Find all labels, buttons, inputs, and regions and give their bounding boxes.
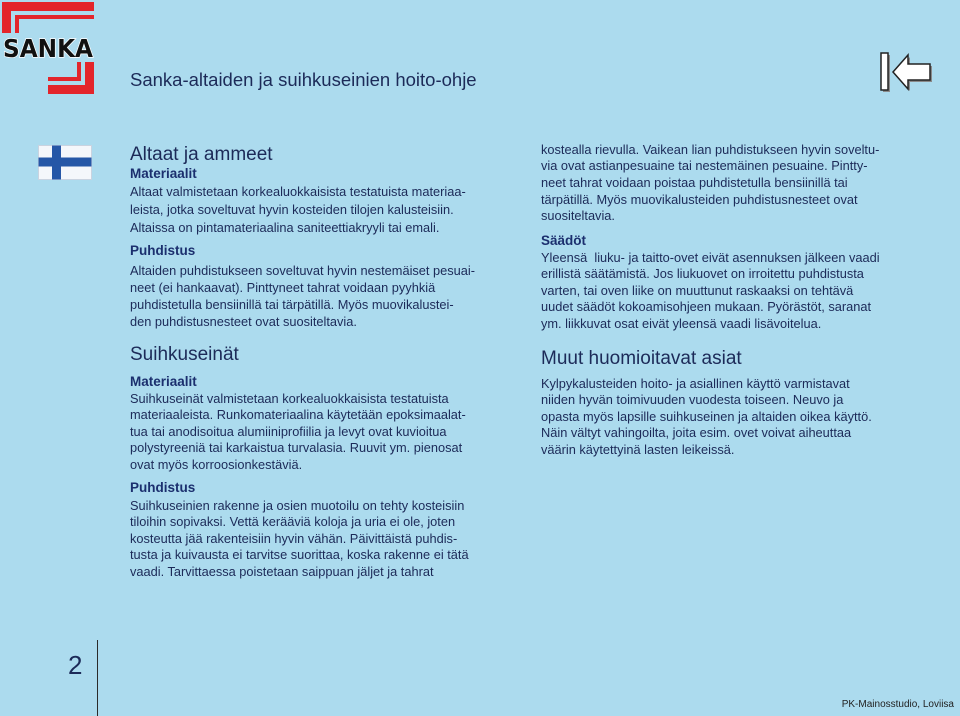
text-line: varten, tai oven liike on muuttunut raskaaksi on tehtävä bbox=[541, 282, 854, 298]
subheading-cleaning: Puhdistus bbox=[130, 479, 196, 495]
text-line: vaadi. Tarvittaessa poistetaan saippuan jäljet ja tahrat bbox=[130, 563, 434, 579]
text-line: tärpätillä. Myös muovikalusteiden puhdistusnesteet ovat bbox=[541, 191, 858, 207]
text-line: kosteutta jää rakenteisiin hyvin vähän. Päivittäistä puhdis- bbox=[130, 530, 458, 546]
text-line: Suihkuseinät valmistetaan korkealuokkaisista testatuista bbox=[130, 390, 449, 406]
paragraph-suihkuseinat-materials bbox=[130, 391, 466, 474]
footer-divider bbox=[97, 640, 98, 716]
text-line: via ovat astianpesuaine tai nestemäinen pesuaine. Pintty- bbox=[541, 158, 868, 174]
text-line: ovat myös korroosionkestäviä. bbox=[130, 456, 303, 472]
text-line: Näin vältyt vahingoilta, joita esim. ovet voivat aiheuttaa bbox=[541, 425, 852, 441]
paragraph-suihkuseinat-cleaning-continued bbox=[541, 142, 879, 226]
text-line: leista, jotka soveltuvat hyvin kosteiden tilojen kalusteisiin. bbox=[130, 202, 454, 217]
text-line: tua tai anodisoitua alumiiniprofiilia ja levyt ovat kuvioitua bbox=[130, 423, 447, 439]
text-line: ym. liikkuvat osat eivät yleensä vaadi lisävoitelua. bbox=[541, 315, 822, 331]
subheading-cleaning: Puhdistus bbox=[130, 242, 196, 258]
text-line: Altaissa on pintamateriaalina saniteettiakryyli tai emali. bbox=[130, 220, 440, 235]
text-line: Yleensä liuku- ja taitto-ovet eivät asennuksen jälkeen vaadi bbox=[541, 249, 880, 265]
text-line: materiaaleista. Runkomateriaalina käytetään epoksimaalat- bbox=[130, 407, 466, 423]
text-line: tiloihin sopivaksi. Vettä kerääviä koloja ja uria ei ole, joten bbox=[130, 514, 456, 530]
text-line: puhdistetulla bensiinillä tai tärpätillä. Myös muovikalustei- bbox=[130, 296, 454, 312]
text-line: väärin käytettyinä lasten leikeissä. bbox=[541, 441, 735, 457]
text-line: Altaiden puhdistukseen soveltuvat hyvin nestemäiset pesuai- bbox=[130, 262, 476, 278]
paragraph-altaat-cleaning bbox=[130, 262, 475, 331]
logo-wordmark: SANKA bbox=[3, 34, 94, 63]
back-arrow-icon bbox=[878, 50, 936, 96]
footer-credit: PK-Mainosstudio, Loviisa bbox=[841, 699, 954, 710]
paragraph-muut bbox=[541, 376, 872, 459]
text-line: Suihkuseinien rakenne ja osien muotoilu on tehty kosteisiin bbox=[130, 497, 465, 513]
section-heading-muut: Muut huomioitavat asiat bbox=[541, 348, 742, 369]
paragraph-adjustments bbox=[541, 250, 880, 333]
paragraph-suihkuseinat-cleaning bbox=[130, 498, 469, 581]
page-title: Sanka-altaiden ja suihkuseinien hoito-ohje bbox=[130, 69, 477, 90]
text-line: uudet säädöt kokoamisohjeen mukaan. Pyörästöt, saranat bbox=[541, 299, 872, 315]
text-line: Altaat valmistetaan korkealuokkaisista testatuista materiaa- bbox=[130, 184, 466, 199]
sanka-logo-graphic bbox=[0, 0, 96, 96]
back-arrow-button[interactable] bbox=[878, 50, 936, 96]
finland-flag-icon bbox=[38, 145, 92, 180]
section-heading-altaat: Altaat ja ammeet bbox=[130, 144, 273, 165]
text-line: Kylpykalusteiden hoito- ja asiallinen käyttö varmistavat bbox=[541, 375, 850, 391]
text-line: niiden hyvän toimivuuden vuodesta toiseen. Neuvo ja bbox=[541, 392, 844, 408]
text-line: erillistä säätämistä. Jos liukuovet on irroitettu puhdistusta bbox=[541, 266, 864, 282]
text-line: neet tahrat voidaan poistaa puhdistetulla bensiinillä tai bbox=[541, 174, 848, 190]
paragraph-altaat-materials bbox=[130, 183, 466, 237]
text-line: den puhdistusnesteet ovat suositeltavia. bbox=[130, 314, 357, 330]
section-heading-suihkuseinat: Suihkuseinät bbox=[130, 344, 239, 365]
subheading-materials: Materiaalit bbox=[130, 373, 197, 389]
subheading-materials: Materiaalit bbox=[130, 166, 197, 181]
text-line: suositeltavia. bbox=[541, 208, 615, 224]
text-line: kostealla rievulla. Vaikean lian puhdistukseen hyvin soveltu- bbox=[541, 141, 880, 157]
text-line: opasta myös lapsille suihkuseinen ja altaiden oikea käyttö. bbox=[541, 408, 872, 424]
text-line: neet (ei hankaavat). Pinttyneet tahrat voidaan pyyhkiä bbox=[130, 279, 436, 295]
text-line: tusta ja kuivausta ei tarvitse suorittaa, koska rakenne ei tätä bbox=[130, 547, 469, 563]
sanka-logo bbox=[0, 0, 96, 96]
page-number: 2 bbox=[68, 650, 83, 680]
text-line: polystyreeniä tai karkaistua turvalasia. Ruuvit ym. pienosat bbox=[130, 440, 463, 456]
subheading-adjustments: Säädöt bbox=[541, 232, 587, 248]
